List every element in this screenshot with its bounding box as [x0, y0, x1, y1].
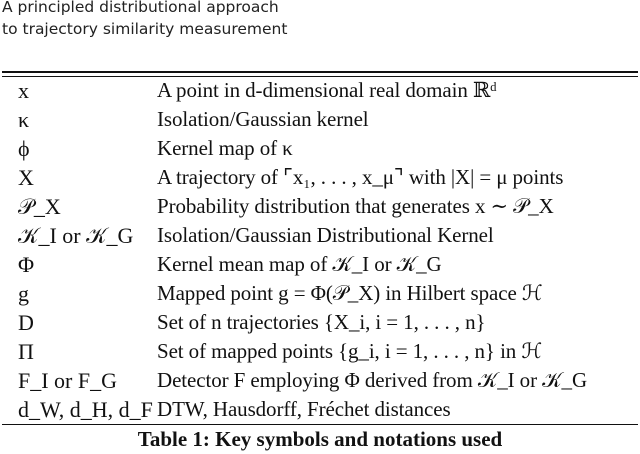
symbol-cell: ϕ	[18, 136, 30, 161]
running-header-line-2: to trajectory similarity measurement	[2, 20, 288, 38]
notation-table	[0, 76, 640, 424]
symbol-cell: Π	[18, 339, 34, 364]
table-row	[0, 337, 640, 366]
description-cell: Kernel mean map of 𝒦_I or 𝒦_G	[157, 252, 442, 276]
table-row	[0, 76, 640, 105]
symbol-cell: g	[18, 281, 29, 306]
description-cell: Mapped point g = Φ(𝒫_X) in Hilbert space ℋ	[157, 281, 543, 305]
description-cell: Isolation/Gaussian kernel	[157, 107, 369, 131]
running-header	[2, 0, 287, 40]
table-row	[0, 221, 640, 250]
running-header-line-1: A principled distributional approach	[2, 0, 279, 16]
table-caption: Table 1: Key symbols and notations used	[137, 427, 503, 451]
table-row	[0, 395, 640, 424]
table-row	[0, 192, 640, 221]
description-cell: Set of n trajectories {X_i, i = 1, . . . , n}	[157, 310, 486, 334]
symbol-cell: D	[18, 310, 34, 335]
description-cell: DTW, Hausdorff, Fréchet distances	[157, 397, 451, 421]
symbol-cell: x	[18, 78, 29, 103]
description-cell: Set of mapped points {g_i, i = 1, . . . , n} in ℋ	[157, 339, 543, 363]
table-top-rule	[2, 71, 638, 73]
table-row	[0, 250, 640, 279]
description-cell: A trajectory of ⌜x₁, . . . , x_μ⌝ with |X| = μ points	[157, 165, 564, 189]
description-cell: Kernel map of κ	[157, 136, 293, 160]
symbol-cell: 𝒦_I or 𝒦_G	[18, 223, 134, 248]
symbol-cell: Φ	[18, 252, 35, 277]
description-cell: Detector F employing Φ derived from 𝒦_I or 𝒦_G	[157, 368, 588, 392]
symbol-cell: 𝒫_X	[18, 194, 61, 219]
table-row	[0, 279, 640, 308]
symbol-cell: κ	[18, 107, 30, 132]
symbol-cell: d_W, d_H, d_F	[18, 397, 153, 422]
description-cell: Isolation/Gaussian Distributional Kernel	[157, 223, 494, 247]
table-row	[0, 366, 640, 395]
description-cell: Probability distribution that generates x ∼ 𝒫_X	[157, 194, 554, 218]
table-row	[0, 308, 640, 337]
table-row	[0, 163, 640, 192]
symbol-cell: X	[18, 165, 34, 190]
description-cell: A point in d-dimensional real domain ℝᵈ	[157, 78, 497, 102]
table-row	[0, 134, 640, 163]
table-row	[0, 105, 640, 134]
symbol-cell: F_I or F_G	[18, 368, 118, 393]
